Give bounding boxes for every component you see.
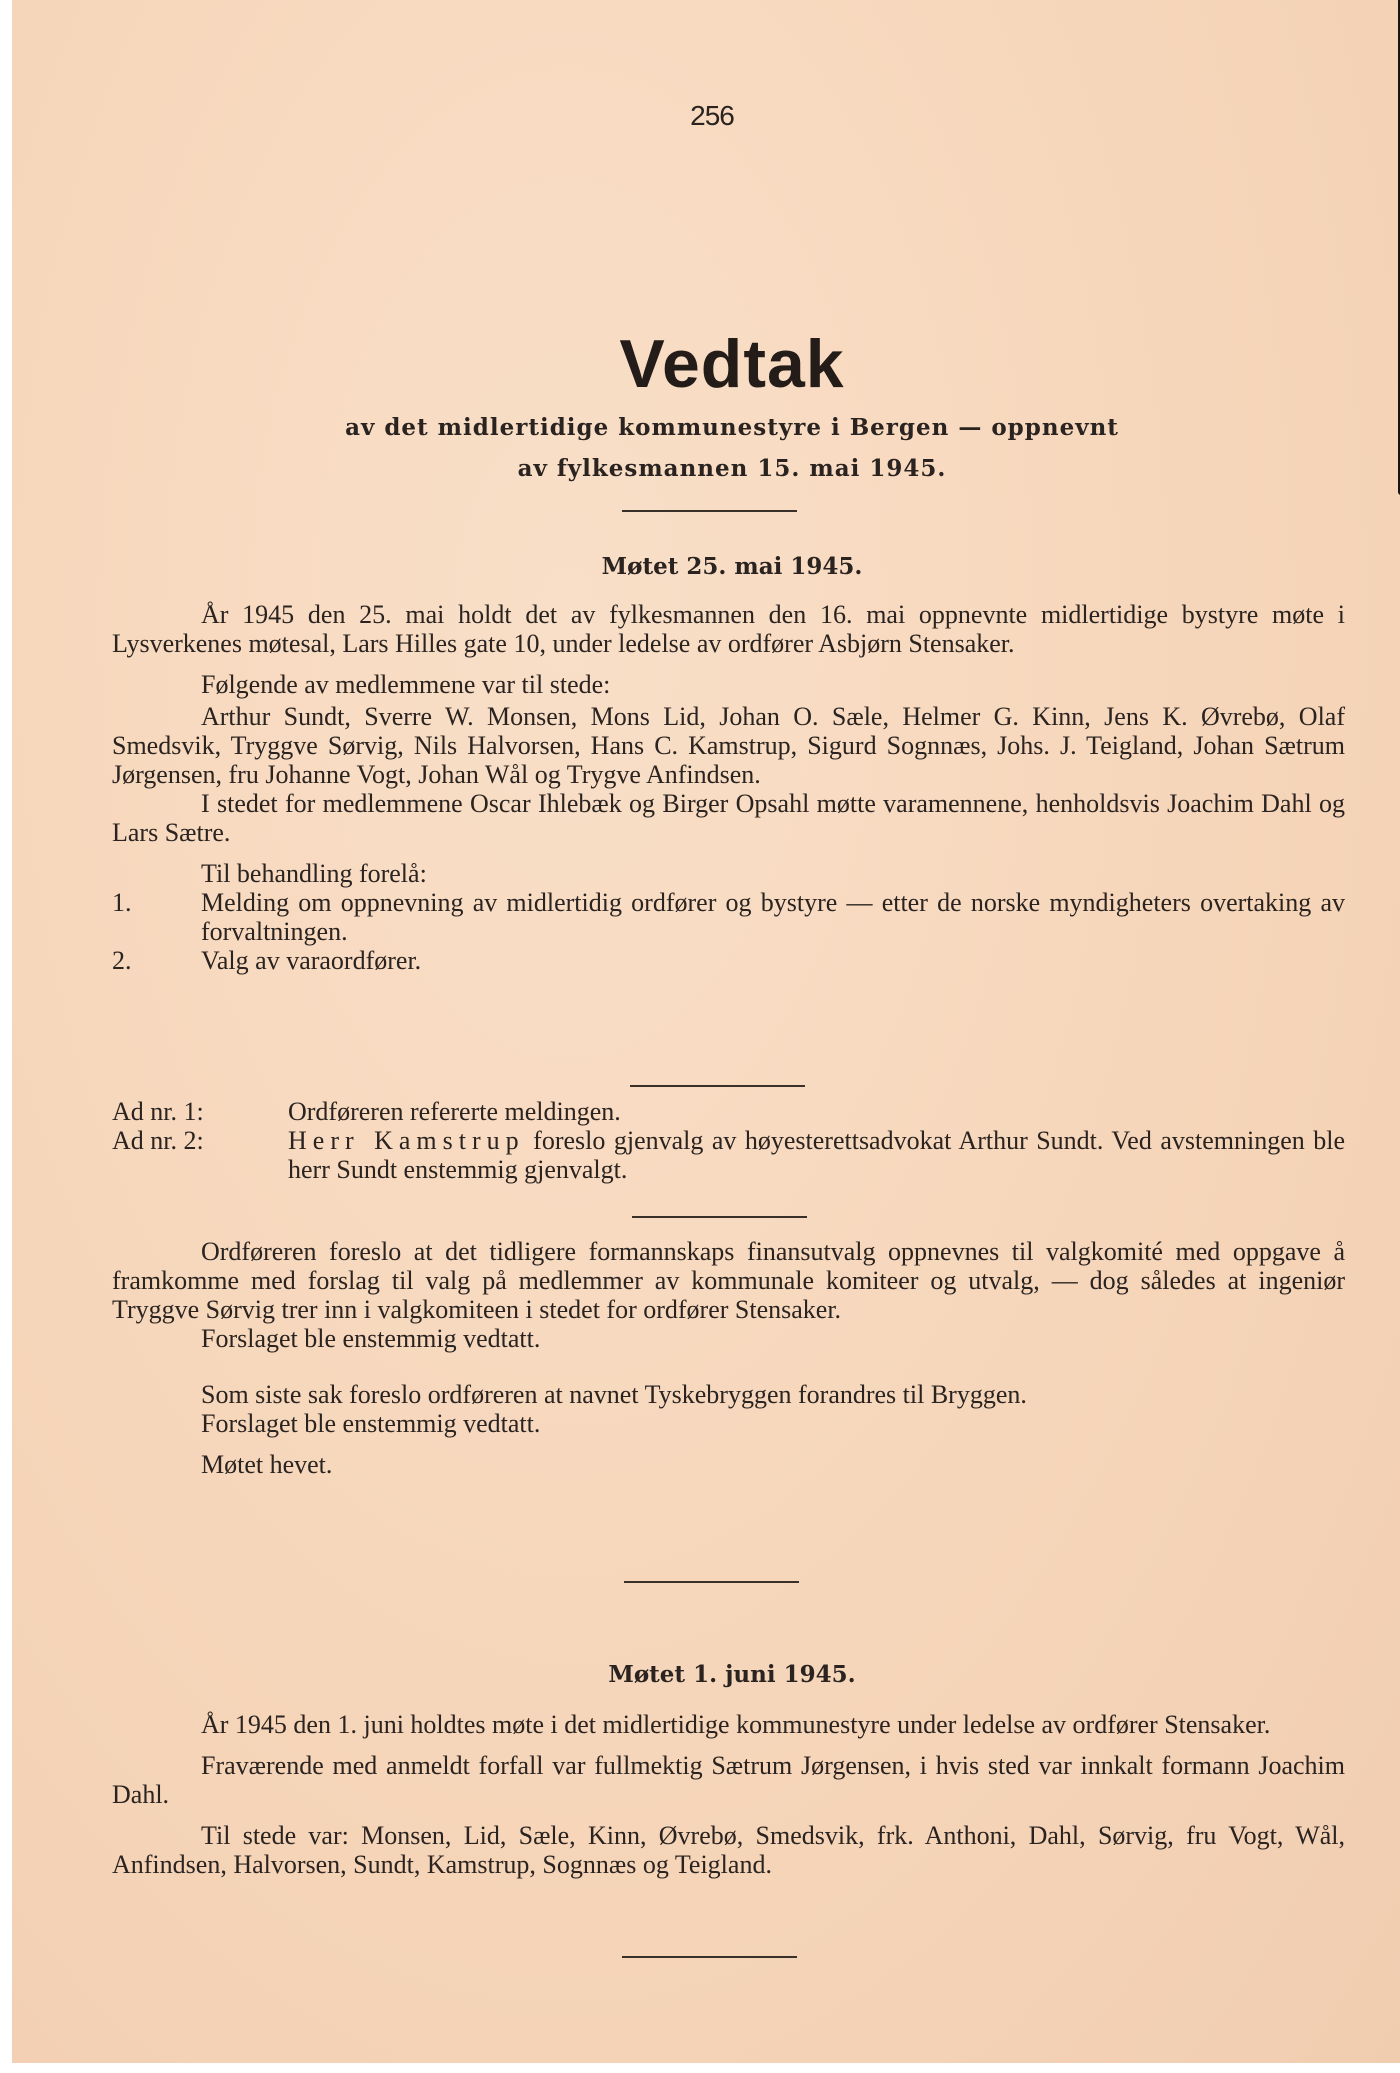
- attendee-list: Arthur Sundt, Sverre W. Monsen, Mons Lid, Johan O. Sæle, Helmer G. Kinn, Jens K. Øvrebø, Olaf Smedsvik, Tryggve Sørvig, Nils Halvorsen, Hans C. Kamstrup, Sigurd Sognnæs, Johs. J. Teigland, Johan Sætrum Jørgensen, fru Johanne Vogt, Johan Wål og Trygve Anfindsen.: [112, 702, 1345, 789]
- resolution-label: Ad nr. 2:: [112, 1126, 204, 1155]
- resolution-row: [112, 1126, 1345, 1184]
- resolutions: [112, 1097, 1345, 1184]
- proposal-1: Ordføreren foreslo at det tidligere formannskaps finansutvalg oppnevnes til valgkomité med oppgave å framkomme med forslag til valg på medlemmer av kommunale komiteer og utvalg, — dog således at ingeniør Tryggve Sørvig trer inn i valgkomiteen i stedet for ordfører Stensaker.: [112, 1237, 1345, 1324]
- meeting-1-intro: År 1945 den 25. mai holdt det av fylkesmannen den 16. mai oppnevnte midlertidige bystyre møte i Lysverkenes møtesal, Lars Hilles gate 10, under ledelse av ordfører Asbjørn Stensaker.: [112, 600, 1345, 658]
- document-page: [12, 0, 1400, 2063]
- agenda-item-text: Valg av varaordfører.: [201, 946, 422, 975]
- meeting-1-heading: Møtet 25. mai 1945.: [601, 553, 863, 580]
- subtitle-line-1: av det midlertidige kommunestyre i Bergen — oppnevnt: [345, 414, 1119, 441]
- resolution-row: [112, 1097, 1345, 1126]
- subtitle-line-2: av fylkesmannen 15. mai 1945.: [517, 455, 947, 482]
- meeting-2-absent: Fraværende med anmeldt forfall var fullmektig Sætrum Jørgensen, i hvis sted var innkalt formann Joachim Dahl.: [112, 1751, 1345, 1809]
- agenda-intro: Til behandling forelå:: [201, 859, 427, 888]
- agenda-item-number: 2.: [112, 946, 132, 975]
- proposals: [112, 1237, 1345, 1479]
- resolution-text: foreslo gjenvalg av høyesterettsadvokat Arthur Sundt. Ved avstemningen ble herr Sundt enstemmig gjenvalgt.: [288, 1126, 1345, 1184]
- attendance-intro: Følgende av medlemmene var til stede:: [201, 670, 611, 699]
- meeting-1-body: [112, 600, 1345, 975]
- resolution-text-wrapper: [288, 1126, 1345, 1184]
- agenda-item-number: 1.: [112, 888, 132, 917]
- proposal-2-result: Forslaget ble enstemmig vedtatt.: [201, 1409, 541, 1438]
- substitutes-note: I stedet for medlemmene Oscar Ihlebæk og Birger Opsahl møtte varamennene, henholdsvis Joachim Dahl og Lars Sætre.: [112, 789, 1345, 847]
- divider: [632, 1216, 807, 1218]
- divider: [622, 1956, 797, 1958]
- proposer-name: Herr Kamstrup: [288, 1126, 525, 1155]
- meeting-2-present: Til stede var: Monsen, Lid, Sæle, Kinn, Øvrebø, Smedsvik, frk. Anthoni, Dahl, Sørvig, fru Vogt, Wål, Anfindsen, Halvorsen, Sundt, Kamstrup, Sognnæs og Teigland.: [112, 1821, 1345, 1879]
- divider: [630, 1085, 805, 1087]
- page-number: 256: [690, 100, 734, 131]
- divider: [622, 510, 797, 512]
- proposal-1-result: Forslaget ble enstemmig vedtatt.: [201, 1324, 541, 1353]
- proposal-2: Som siste sak foreslo ordføreren at navnet Tyskebryggen forandres til Bryggen.: [201, 1380, 1027, 1409]
- meeting-1-closing: Møtet hevet.: [201, 1450, 333, 1479]
- agenda-item-text: Melding om oppnevning av midlertidig ordfører og bystyre — etter de norske myndigheters overtaking av forvaltningen.: [201, 888, 1345, 946]
- resolution-label: Ad nr. 1:: [112, 1097, 204, 1126]
- meeting-2-heading: Møtet 1. juni 1945.: [608, 1661, 856, 1688]
- agenda-item: [112, 946, 1345, 975]
- resolution-text: Ordføreren refererte meldingen.: [288, 1097, 621, 1126]
- divider: [624, 1581, 799, 1583]
- meeting-2-intro: År 1945 den 1. juni holdtes møte i det midlertidige kommunestyre under ledelse av ordfører Stensaker.: [201, 1710, 1271, 1739]
- agenda-item: [112, 888, 1345, 946]
- meeting-2-body: [112, 1710, 1345, 1879]
- page-title: Vedtak: [619, 326, 845, 402]
